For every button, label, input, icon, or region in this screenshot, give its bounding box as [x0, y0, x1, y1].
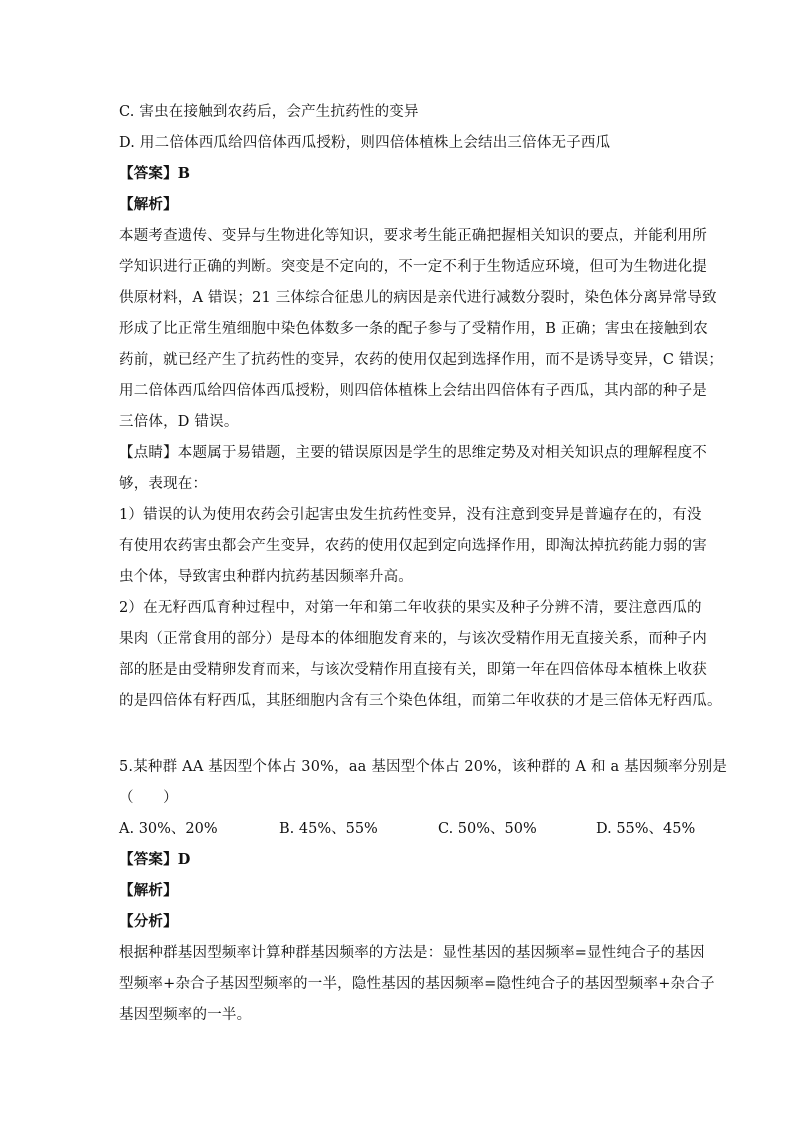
analysis-paragraph: 三倍体，D 错误。	[119, 414, 239, 430]
answer-label: 【答案】D	[119, 851, 191, 868]
breakdown-paragraph: 基因型频率的一半。	[119, 1007, 252, 1023]
breakdown-label: 【分析】	[119, 913, 178, 930]
question-5-stem: 5.某种群 AA 基因型个体占 30%，aa 基因型个体占 20%，该种群的 A 和 a 基因频率分别是	[119, 759, 728, 775]
comment-paragraph: 【点睛】本题属于易错题，主要的错误原因是学生的思维定势及对相关知识点的理解程度不	[119, 445, 707, 461]
breakdown-paragraph: 根据种群基因型频率计算种群基因频率的方法是：显性基因的基因频率=显性纯合子的基因	[119, 945, 705, 961]
breakdown-paragraph: 型频率+杂合子基因型频率的一半，隐性基因的基因频率=隐性纯合子的基因型频率+杂合子	[119, 976, 715, 992]
analysis-label: 【解析】	[119, 882, 178, 899]
option-d-text: D. 用二倍体西瓜给四倍体西瓜授粉，则四倍体植株上会结出三倍体无子西瓜	[119, 135, 611, 151]
option-c-text: C. 害虫在接触到农药后，会产生抗药性的变异	[119, 104, 419, 120]
analysis-paragraph: 用二倍体西瓜给四倍体西瓜授粉，则四倍体植株上会结出四倍体有子西瓜，其内部的种子是	[119, 383, 707, 399]
comment-point-1: 1）错误的认为使用农药会引起害虫发生抗药性变异，没有注意到变异是普遍存在的，有没	[119, 507, 702, 523]
comment-point-2: 2）在无籽西瓜育种过程中，对第一年和第二年收获的果实及种子分辨不清，要注意西瓜的	[119, 600, 702, 616]
comment-point-1: 虫个体，导致害虫种群内抗药基因频率升高。	[119, 569, 413, 585]
comment-point-1: 有使用农药害虫都会产生变异，农药的使用仅起到定向选择作用，即淘汰掉抗药能力弱的害	[119, 538, 707, 554]
comment-point-2: 的是四倍体有籽西瓜，其胚细胞内含有三个染色体组，而第二年收获的才是三倍体无籽西瓜。	[119, 693, 722, 709]
option-c: C. 50%、50%	[438, 821, 537, 837]
comment-paragraph: 够，表现在：	[119, 476, 208, 492]
analysis-paragraph: 本题考查遗传、变异与生物进化等知识，要求考生能正确把握相关知识的要点，并能利用所	[119, 228, 707, 244]
option-a: A. 30%、20%	[119, 821, 218, 837]
comment-point-2: 果肉（正常食用的部分）是母本的体细胞发育来的，与该次受精作用无直接关系，而种子内	[119, 631, 707, 647]
analysis-paragraph: 学知识进行正确的判断。突变是不定向的，不一定不利于生物适应环境，但可为生物进化提	[119, 259, 707, 275]
analysis-paragraph: 形成了比正常生殖细胞中染色体数多一条的配子参与了受精作用，B 正确；害虫在接触到农	[119, 321, 708, 337]
analysis-label: 【解析】	[119, 196, 178, 213]
question-5-blank: （ ）	[119, 790, 178, 806]
analysis-paragraph: 供原材料，A 错误；21 三体综合征患儿的病因是亲代进行减数分裂时，染色体分离异常导致	[119, 290, 717, 306]
option-d: D. 55%、45%	[596, 821, 696, 837]
option-b: B. 45%、55%	[279, 821, 378, 837]
analysis-paragraph: 药前，就已经产生了抗药性的变异，农药的使用仅起到选择作用，而不是诱导变异，C 错误；	[119, 352, 724, 368]
comment-point-2: 部的胚是由受精卵发育而来，与该次受精作用直接有关，即第一年在四倍体母本植株上收获	[119, 662, 707, 678]
answer-label: 【答案】B	[119, 165, 191, 182]
